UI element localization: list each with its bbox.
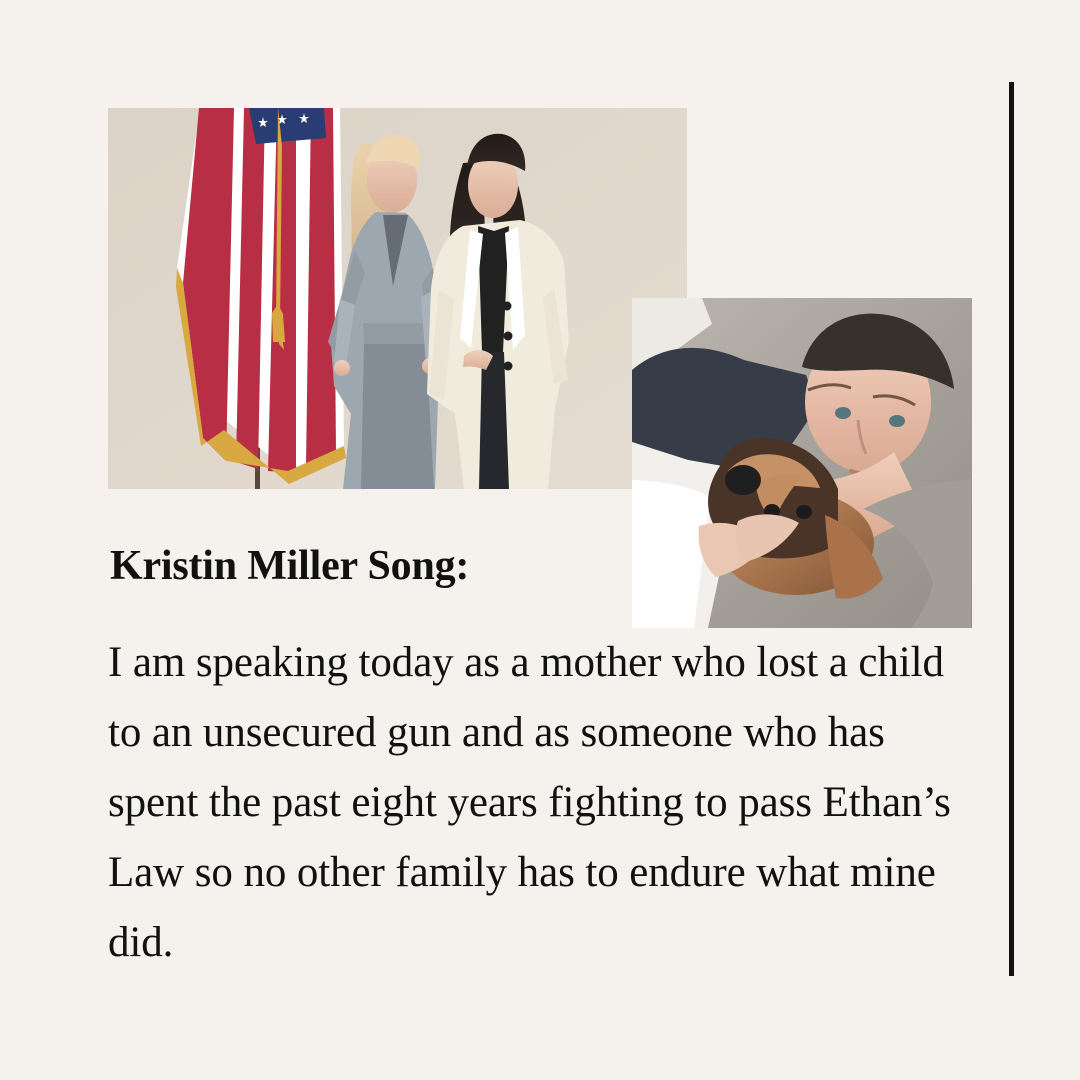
speaker-name: Kristin Miller Song:	[110, 543, 470, 589]
family-photo-graphic	[632, 298, 972, 628]
family-photo	[632, 298, 972, 628]
featured-photo	[108, 108, 687, 489]
vertical-divider	[1009, 82, 1014, 976]
featured-photo-graphic	[108, 108, 687, 489]
quote-text: I am speaking today as a mother who lost a child to an unsecured gun and as someone who has spent the past eight years fighting to pass Ethan’s Law so no other family has to endure what mine did.	[108, 639, 951, 966]
